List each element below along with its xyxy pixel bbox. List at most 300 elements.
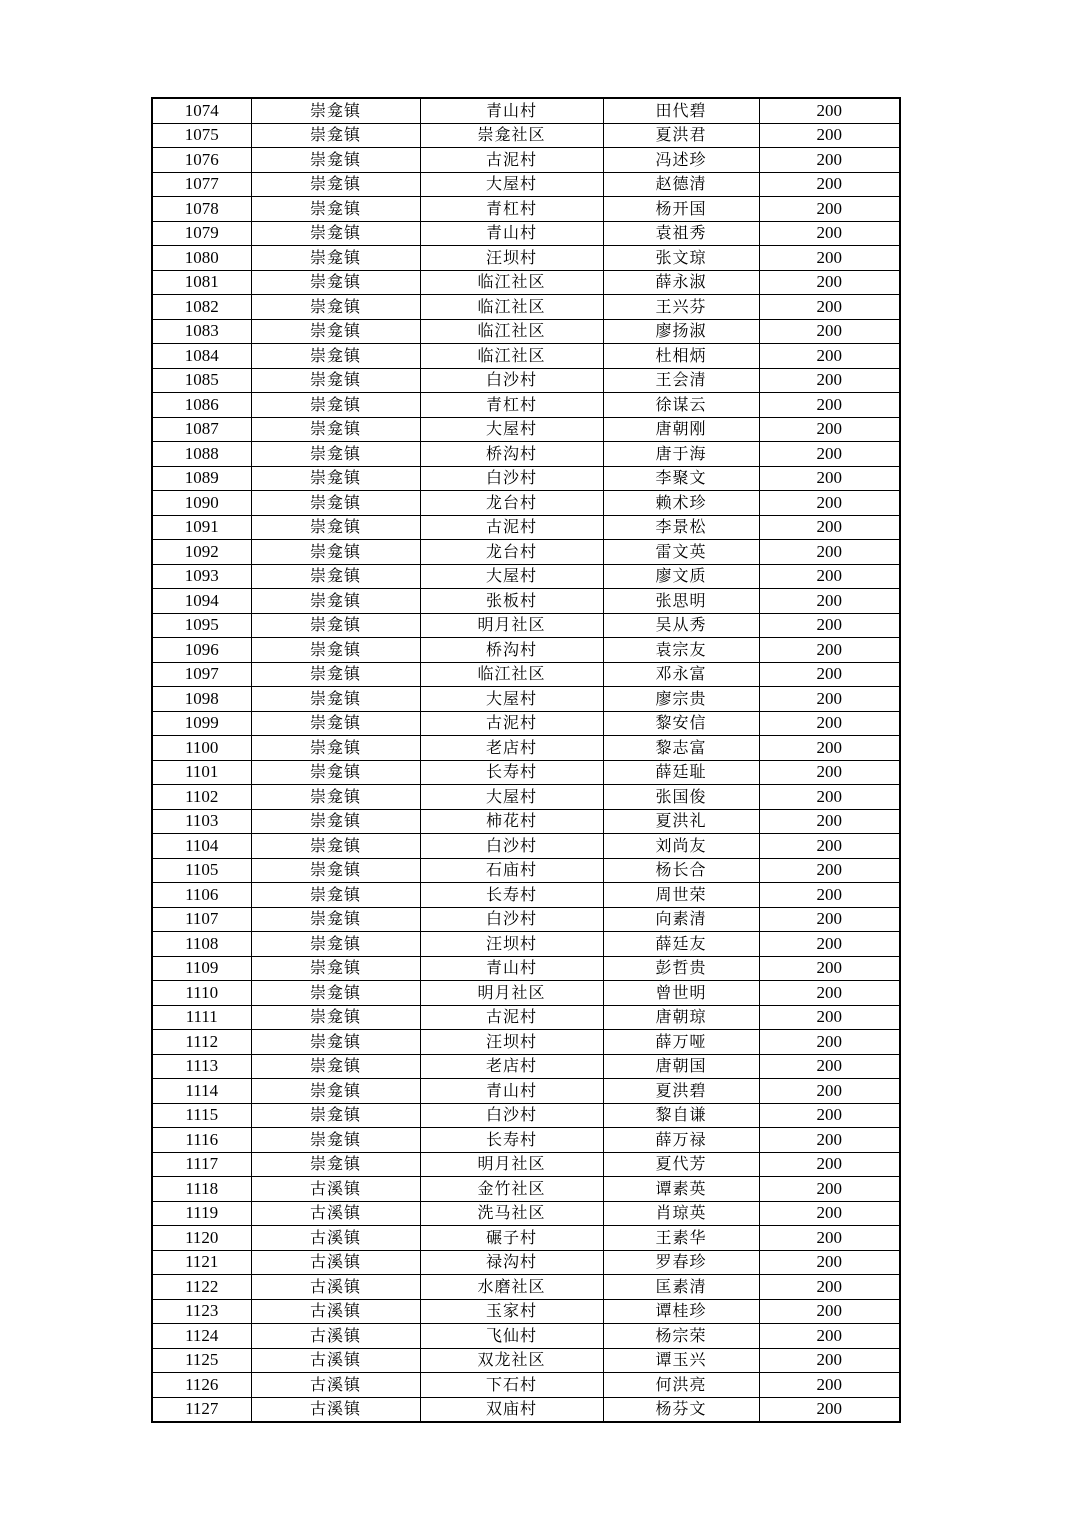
name-cell: 廖宗贵 [603,687,759,712]
row-number-cell: 1086 [152,393,251,418]
village-cell: 大屋村 [420,687,603,712]
town-cell: 崇龛镇 [251,809,420,834]
town-cell: 崇龛镇 [251,589,420,614]
amount-cell: 200 [759,956,900,981]
table-row [152,270,900,295]
table-row [152,613,900,638]
town-cell: 崇龛镇 [251,197,420,222]
town-cell: 崇龛镇 [251,270,420,295]
town-cell: 崇龛镇 [251,417,420,442]
name-cell: 邓永富 [603,662,759,687]
name-cell: 夏洪君 [603,123,759,148]
name-cell: 唐朝琼 [603,1005,759,1030]
row-number-cell: 1098 [152,687,251,712]
amount-cell: 200 [759,98,900,123]
name-cell: 黎志富 [603,736,759,761]
amount-cell: 200 [759,172,900,197]
name-cell: 王会清 [603,368,759,393]
row-number-cell: 1110 [152,981,251,1006]
name-cell: 杨芬文 [603,1397,759,1422]
name-cell: 肖琼英 [603,1201,759,1226]
table-row [152,736,900,761]
row-number-cell: 1100 [152,736,251,761]
row-number-cell: 1095 [152,613,251,638]
amount-cell: 200 [759,1397,900,1422]
row-number-cell: 1087 [152,417,251,442]
table-row [152,662,900,687]
village-cell: 张板村 [420,589,603,614]
town-cell: 崇龛镇 [251,1054,420,1079]
town-cell: 崇龛镇 [251,1030,420,1055]
table-row [152,1030,900,1055]
amount-cell: 200 [759,613,900,638]
village-cell: 柿花村 [420,809,603,834]
table-row [152,834,900,859]
row-number-cell: 1116 [152,1128,251,1153]
village-cell: 临江社区 [420,295,603,320]
table-row [152,221,900,246]
row-number-cell: 1082 [152,295,251,320]
village-cell: 龙台村 [420,540,603,565]
name-cell: 唐朝国 [603,1054,759,1079]
village-cell: 大屋村 [420,785,603,810]
table-row [152,172,900,197]
town-cell: 崇龛镇 [251,785,420,810]
village-cell: 老店村 [420,736,603,761]
row-number-cell: 1119 [152,1201,251,1226]
village-cell: 白沙村 [420,907,603,932]
table-row [152,319,900,344]
records-table [151,97,901,1423]
village-cell: 古泥村 [420,711,603,736]
village-cell: 双龙社区 [420,1348,603,1373]
name-cell: 薛万哑 [603,1030,759,1055]
amount-cell: 200 [759,368,900,393]
row-number-cell: 1094 [152,589,251,614]
town-cell: 古溪镇 [251,1324,420,1349]
name-cell: 杨宗荣 [603,1324,759,1349]
table-row [152,393,900,418]
amount-cell: 200 [759,1299,900,1324]
village-cell: 长寿村 [420,883,603,908]
row-number-cell: 1085 [152,368,251,393]
table-row [152,687,900,712]
town-cell: 崇龛镇 [251,172,420,197]
table-row [152,981,900,1006]
table-row [152,197,900,222]
name-cell: 廖文质 [603,564,759,589]
amount-cell: 200 [759,1128,900,1153]
town-cell: 崇龛镇 [251,687,420,712]
amount-cell: 200 [759,564,900,589]
name-cell: 张文琼 [603,246,759,271]
town-cell: 古溪镇 [251,1275,420,1300]
amount-cell: 200 [759,760,900,785]
table-row [152,1324,900,1349]
name-cell: 周世荣 [603,883,759,908]
amount-cell: 200 [759,1005,900,1030]
amount-cell: 200 [759,785,900,810]
row-number-cell: 1076 [152,148,251,173]
amount-cell: 200 [759,1177,900,1202]
name-cell: 罗春珍 [603,1250,759,1275]
town-cell: 崇龛镇 [251,956,420,981]
village-cell: 汪坝村 [420,932,603,957]
name-cell: 彭哲贵 [603,956,759,981]
table-row [152,589,900,614]
name-cell: 冯述珍 [603,148,759,173]
row-number-cell: 1080 [152,246,251,271]
town-cell: 古溪镇 [251,1177,420,1202]
name-cell: 王素华 [603,1226,759,1251]
village-cell: 崇龛社区 [420,123,603,148]
town-cell: 崇龛镇 [251,148,420,173]
row-number-cell: 1109 [152,956,251,981]
table-row [152,1201,900,1226]
table-row [152,1226,900,1251]
name-cell: 王兴芬 [603,295,759,320]
name-cell: 薛廷友 [603,932,759,957]
name-cell: 徐谋云 [603,393,759,418]
village-cell: 玉家村 [420,1299,603,1324]
name-cell: 刘尚友 [603,834,759,859]
village-cell: 老店村 [420,1054,603,1079]
name-cell: 谭素英 [603,1177,759,1202]
row-number-cell: 1091 [152,515,251,540]
town-cell: 崇龛镇 [251,344,420,369]
row-number-cell: 1115 [152,1103,251,1128]
row-number-cell: 1097 [152,662,251,687]
amount-cell: 200 [759,1079,900,1104]
row-number-cell: 1077 [152,172,251,197]
village-cell: 金竹社区 [420,1177,603,1202]
row-number-cell: 1114 [152,1079,251,1104]
village-cell: 汪坝村 [420,1030,603,1055]
village-cell: 白沙村 [420,368,603,393]
town-cell: 崇龛镇 [251,760,420,785]
town-cell: 崇龛镇 [251,98,420,123]
town-cell: 崇龛镇 [251,858,420,883]
table-row [152,956,900,981]
village-cell: 桥沟村 [420,442,603,467]
row-number-cell: 1101 [152,760,251,785]
town-cell: 崇龛镇 [251,1103,420,1128]
amount-cell: 200 [759,344,900,369]
table-row [152,1397,900,1422]
town-cell: 古溪镇 [251,1373,420,1398]
amount-cell: 200 [759,417,900,442]
row-number-cell: 1074 [152,98,251,123]
row-number-cell: 1118 [152,1177,251,1202]
town-cell: 崇龛镇 [251,491,420,516]
name-cell: 黎自谦 [603,1103,759,1128]
amount-cell: 200 [759,736,900,761]
village-cell: 碾子村 [420,1226,603,1251]
name-cell: 谭玉兴 [603,1348,759,1373]
row-number-cell: 1102 [152,785,251,810]
town-cell: 崇龛镇 [251,515,420,540]
amount-cell: 200 [759,295,900,320]
amount-cell: 200 [759,883,900,908]
row-number-cell: 1107 [152,907,251,932]
name-cell: 唐于海 [603,442,759,467]
name-cell: 李聚文 [603,466,759,491]
table-row [152,417,900,442]
table-row [152,1373,900,1398]
town-cell: 崇龛镇 [251,1152,420,1177]
town-cell: 崇龛镇 [251,564,420,589]
town-cell: 崇龛镇 [251,932,420,957]
row-number-cell: 1081 [152,270,251,295]
town-cell: 崇龛镇 [251,442,420,467]
amount-cell: 200 [759,1324,900,1349]
name-cell: 黎安信 [603,711,759,736]
row-number-cell: 1122 [152,1275,251,1300]
row-number-cell: 1106 [152,883,251,908]
town-cell: 崇龛镇 [251,981,420,1006]
row-number-cell: 1084 [152,344,251,369]
amount-cell: 200 [759,834,900,859]
name-cell: 何洪亮 [603,1373,759,1398]
row-number-cell: 1126 [152,1373,251,1398]
table-row [152,907,900,932]
name-cell: 夏代芳 [603,1152,759,1177]
town-cell: 崇龛镇 [251,711,420,736]
town-cell: 古溪镇 [251,1299,420,1324]
table-row [152,98,900,123]
row-number-cell: 1125 [152,1348,251,1373]
amount-cell: 200 [759,981,900,1006]
table-row [152,638,900,663]
name-cell: 杨开国 [603,197,759,222]
village-cell: 青山村 [420,1079,603,1104]
village-cell: 大屋村 [420,417,603,442]
row-number-cell: 1083 [152,319,251,344]
table-row [152,760,900,785]
amount-cell: 200 [759,809,900,834]
village-cell: 白沙村 [420,466,603,491]
table-row [152,809,900,834]
table-row [152,466,900,491]
name-cell: 廖扬淑 [603,319,759,344]
name-cell: 杜相炳 [603,344,759,369]
town-cell: 崇龛镇 [251,834,420,859]
table-row [152,246,900,271]
table-row [152,564,900,589]
row-number-cell: 1075 [152,123,251,148]
town-cell: 古溪镇 [251,1397,420,1422]
amount-cell: 200 [759,197,900,222]
table-row [152,515,900,540]
village-cell: 双庙村 [420,1397,603,1422]
table-row [152,1005,900,1030]
row-number-cell: 1117 [152,1152,251,1177]
village-cell: 青山村 [420,98,603,123]
village-cell: 白沙村 [420,834,603,859]
table-row [152,1054,900,1079]
amount-cell: 200 [759,491,900,516]
row-number-cell: 1104 [152,834,251,859]
table-row [152,491,900,516]
amount-cell: 200 [759,858,900,883]
name-cell: 谭桂珍 [603,1299,759,1324]
village-cell: 明月社区 [420,1152,603,1177]
table-row [152,1348,900,1373]
table-row [152,148,900,173]
town-cell: 崇龛镇 [251,246,420,271]
table-row [152,123,900,148]
village-cell: 下石村 [420,1373,603,1398]
village-cell: 青杠村 [420,197,603,222]
row-number-cell: 1092 [152,540,251,565]
amount-cell: 200 [759,442,900,467]
town-cell: 崇龛镇 [251,123,420,148]
records-table-body [152,98,900,1422]
town-cell: 崇龛镇 [251,1005,420,1030]
row-number-cell: 1124 [152,1324,251,1349]
name-cell: 张国俊 [603,785,759,810]
name-cell: 吴从秀 [603,613,759,638]
town-cell: 崇龛镇 [251,638,420,663]
table-row [152,858,900,883]
row-number-cell: 1113 [152,1054,251,1079]
town-cell: 崇龛镇 [251,319,420,344]
amount-cell: 200 [759,148,900,173]
village-cell: 古泥村 [420,148,603,173]
amount-cell: 200 [759,515,900,540]
table-row [152,1275,900,1300]
row-number-cell: 1079 [152,221,251,246]
village-cell: 明月社区 [420,981,603,1006]
amount-cell: 200 [759,466,900,491]
town-cell: 崇龛镇 [251,613,420,638]
row-number-cell: 1090 [152,491,251,516]
amount-cell: 200 [759,246,900,271]
table-row [152,883,900,908]
row-number-cell: 1127 [152,1397,251,1422]
row-number-cell: 1112 [152,1030,251,1055]
town-cell: 古溪镇 [251,1250,420,1275]
village-cell: 古泥村 [420,1005,603,1030]
amount-cell: 200 [759,638,900,663]
table-row [152,368,900,393]
row-number-cell: 1078 [152,197,251,222]
table-row [152,1103,900,1128]
table-row [152,1079,900,1104]
amount-cell: 200 [759,1103,900,1128]
name-cell: 薛永淑 [603,270,759,295]
amount-cell: 200 [759,1054,900,1079]
village-cell: 石庙村 [420,858,603,883]
name-cell: 夏洪碧 [603,1079,759,1104]
village-cell: 汪坝村 [420,246,603,271]
village-cell: 飞仙村 [420,1324,603,1349]
table-row [152,295,900,320]
name-cell: 袁宗友 [603,638,759,663]
name-cell: 匡素清 [603,1275,759,1300]
town-cell: 崇龛镇 [251,907,420,932]
row-number-cell: 1099 [152,711,251,736]
town-cell: 崇龛镇 [251,368,420,393]
amount-cell: 200 [759,1250,900,1275]
village-cell: 青山村 [420,221,603,246]
name-cell: 曾世明 [603,981,759,1006]
village-cell: 水磨社区 [420,1275,603,1300]
town-cell: 崇龛镇 [251,466,420,491]
amount-cell: 200 [759,589,900,614]
table-row [152,1299,900,1324]
row-number-cell: 1096 [152,638,251,663]
village-cell: 禄沟村 [420,1250,603,1275]
name-cell: 杨长合 [603,858,759,883]
amount-cell: 200 [759,907,900,932]
amount-cell: 200 [759,932,900,957]
village-cell: 临江社区 [420,662,603,687]
table-row [152,785,900,810]
village-cell: 临江社区 [420,270,603,295]
town-cell: 崇龛镇 [251,736,420,761]
table-row [152,1152,900,1177]
amount-cell: 200 [759,270,900,295]
town-cell: 崇龛镇 [251,295,420,320]
amount-cell: 200 [759,540,900,565]
village-cell: 临江社区 [420,319,603,344]
row-number-cell: 1088 [152,442,251,467]
amount-cell: 200 [759,1373,900,1398]
table-row [152,932,900,957]
row-number-cell: 1093 [152,564,251,589]
name-cell: 薛万禄 [603,1128,759,1153]
table-row [152,711,900,736]
amount-cell: 200 [759,123,900,148]
name-cell: 向素清 [603,907,759,932]
village-cell: 桥沟村 [420,638,603,663]
name-cell: 李景松 [603,515,759,540]
row-number-cell: 1105 [152,858,251,883]
amount-cell: 200 [759,662,900,687]
amount-cell: 200 [759,393,900,418]
name-cell: 张思明 [603,589,759,614]
name-cell: 赵德清 [603,172,759,197]
name-cell: 雷文英 [603,540,759,565]
village-cell: 临江社区 [420,344,603,369]
amount-cell: 200 [759,711,900,736]
town-cell: 崇龛镇 [251,883,420,908]
table-row [152,1250,900,1275]
name-cell: 袁祖秀 [603,221,759,246]
name-cell: 赖术珍 [603,491,759,516]
amount-cell: 200 [759,1030,900,1055]
village-cell: 明月社区 [420,613,603,638]
name-cell: 唐朝刚 [603,417,759,442]
row-number-cell: 1089 [152,466,251,491]
amount-cell: 200 [759,687,900,712]
village-cell: 大屋村 [420,564,603,589]
town-cell: 崇龛镇 [251,540,420,565]
town-cell: 崇龛镇 [251,1079,420,1104]
town-cell: 崇龛镇 [251,1128,420,1153]
amount-cell: 200 [759,1201,900,1226]
table-row [152,540,900,565]
village-cell: 龙台村 [420,491,603,516]
row-number-cell: 1103 [152,809,251,834]
amount-cell: 200 [759,1152,900,1177]
village-cell: 长寿村 [420,1128,603,1153]
table-row [152,344,900,369]
name-cell: 薛廷耻 [603,760,759,785]
amount-cell: 200 [759,1226,900,1251]
town-cell: 崇龛镇 [251,221,420,246]
